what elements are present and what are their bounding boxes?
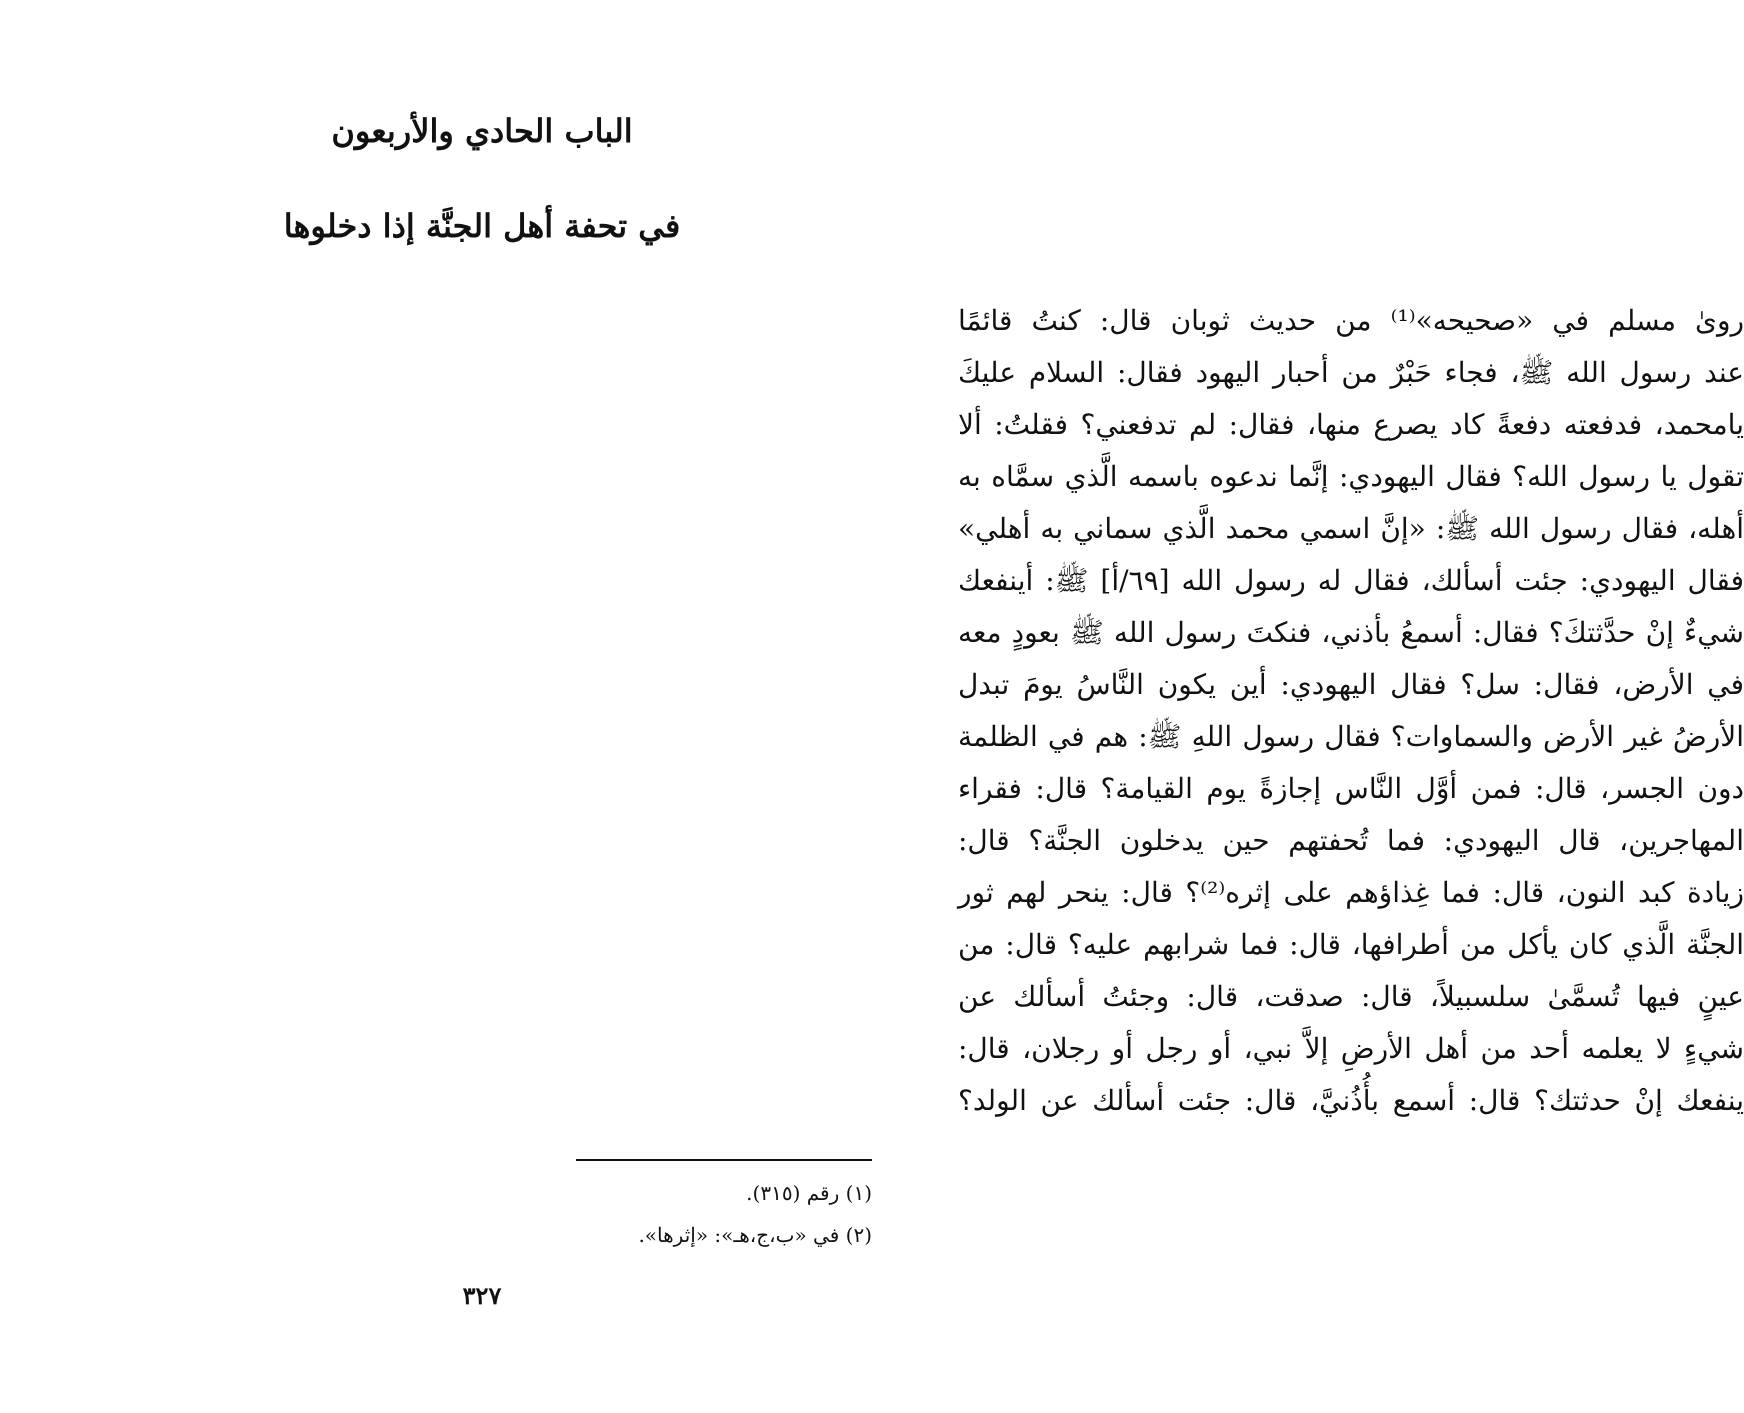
- body-line: ينفعك إنْ حدثتك؟ قال: أسمع بأُذُنيَّ، قال: جئت أسألك عن الولد؟: [958, 1084, 1744, 1117]
- body-line: شيءٌ إنْ حدَّثتكَ؟ فقال: أسمعُ بأذني، فنكتَ رسول الله ﷺ بعودٍ معه: [958, 616, 1744, 649]
- body-line: تقول يا رسول الله؟ فقال اليهودي: إنَّما ندعوه باسمه الَّذي سمَّاه به: [958, 460, 1744, 493]
- body-line: المهاجرين، قال اليهودي: فما تُحفتهم حين يدخلون الجنَّة؟ قال:: [958, 824, 1744, 857]
- chapter-subtitle: في تحفة أهل الجنَّة إذا دخلوها: [283, 207, 681, 245]
- body-line: فقال اليهودي: جئت أسألك، فقال له رسول الله [٦٩/أ] ﷺ: أينفعك: [958, 564, 1744, 597]
- body-line: عينٍ فيها تُسمَّىٰ سلسبيلاً، قال: صدقت، قال: وجئتُ أسألك عن: [958, 980, 1744, 1013]
- body-line: الجنَّة الَّذي كان يأكل من أطرافها، قال: فما شرابهم عليه؟ قال: من: [958, 928, 1744, 961]
- body-line: شيءٍ لا يعلمه أحد من أهل الأرضِ إلاَّ نبي، أو رجل أو رجلان، قال:: [958, 1032, 1744, 1065]
- body-line: روىٰ مسلم في «صحيحه»⁽¹⁾ من حديث ثوبان قال: كنتُ قائمًا: [958, 304, 1744, 337]
- body-line: يامحمد، فدفعته دفعةً كاد يصرع منها، فقال: لم تدفعني؟ فقلتُ: ألا: [958, 408, 1744, 441]
- body-line: الأرضُ غير الأرض والسماوات؟ فقال رسول اللهِ ﷺ: هم في الظلمة: [958, 720, 1744, 753]
- page-number: ٣٢٧: [462, 1281, 502, 1310]
- body-line: أهله، فقال رسول الله ﷺ: «إنَّ اسمي محمد الَّذي سماني به أهلي»: [958, 512, 1744, 545]
- body-line: زيادة كبد النون، قال: فما غِذاؤهم على إثره⁽²⁾؟ قال: ينحر لهم ثور: [958, 876, 1744, 909]
- footnote-2: (٢) في «ب،ج،هـ»: «إثرها».: [638, 1223, 872, 1247]
- footnote-separator: [576, 1159, 872, 1161]
- body-line: في الأرض، فقال: سل؟ فقال اليهودي: أين يكون النَّاسُ يومَ تبدل: [958, 668, 1744, 701]
- chapter-title: الباب الحادي والأربعون: [331, 112, 633, 150]
- footnote-1: (١) رقم (٣١٥).: [746, 1181, 872, 1205]
- body-line: عند رسول الله ﷺ، فجاء حَبْرٌ من أحبار اليهود فقال: السلام عليكَ: [958, 356, 1744, 389]
- body-line: دون الجسر، قال: فمن أوَّل النَّاس إجازةً يوم القيامة؟ قال: فقراء: [958, 772, 1744, 805]
